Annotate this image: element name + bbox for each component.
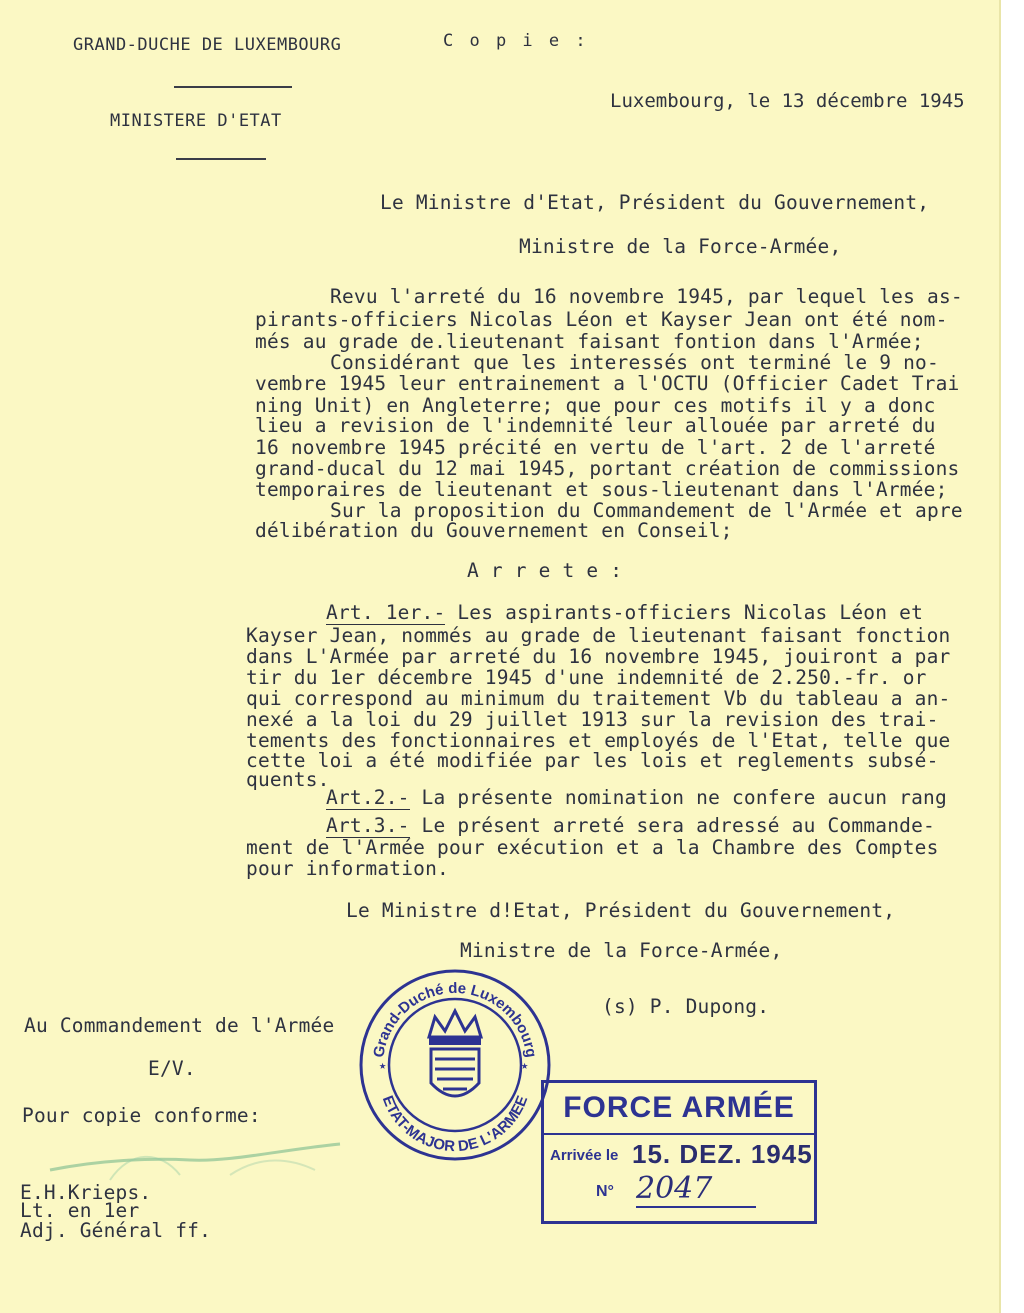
article-1-line: quents. xyxy=(246,768,330,791)
preamble-line: pirants-officiers Nicolas Léon et Kayser Jean ont été nom- xyxy=(255,308,948,331)
article-1 xyxy=(326,602,923,624)
article-3-line: ment de l'Armée pour exécution et a la Chambre des Comptes xyxy=(246,836,939,859)
article-1-line: nexé a la loi du 29 juillet 1913 sur la revision des trai- xyxy=(246,708,939,731)
coat-of-arms-icon xyxy=(431,1049,479,1096)
article-2-label: Art.2.- xyxy=(326,786,410,809)
receipt-stamp-title: FORCE ARMÉE xyxy=(563,1091,795,1124)
signature-line-2: Ministre de la Force-Armée, xyxy=(460,939,783,962)
article-1-label: Art. 1er.- xyxy=(326,601,446,624)
article-3-line: pour information. xyxy=(246,857,449,880)
certification-rank: Lt. en 1er xyxy=(20,1199,140,1222)
article-1-line: Les aspirants-officiers Nicolas Léon et xyxy=(445,601,924,624)
receipt-stamp xyxy=(541,1080,817,1224)
round-stamp xyxy=(355,965,555,1165)
round-stamp-bottom-text: ETAT-MAJOR DE L'ARMEE xyxy=(378,1093,532,1156)
article-1-line: qui correspond au minimum du traitement Vb du tableau a an- xyxy=(246,687,951,710)
round-stamp-top-text: Grand-Duché de Luxembourg xyxy=(370,979,540,1059)
header-ministry: MINISTERE D'ETAT xyxy=(110,111,282,131)
signature-line-1: Le Ministre d!Etat, Président du Gouvernement, xyxy=(346,899,896,922)
preamble-line: 16 novembre 1945 précité en vertu de l'art. 2 de l'arreté xyxy=(255,436,936,459)
signature-signer: (s) P. Dupong. xyxy=(602,995,770,1018)
preamble-line: vembre 1945 leur entrainement a l'OCTU (Officier Cadet Trai xyxy=(255,372,960,395)
star-icon: ★ xyxy=(521,1058,529,1072)
preamble-line: Revu l'arreté du 16 novembre 1945, par lequel les as- xyxy=(330,285,963,308)
article-3 xyxy=(326,815,935,837)
article-1-line: dans L'Armée par arreté du 16 novembre 1945, jouiront a par xyxy=(246,645,951,668)
receipt-number-label: N° xyxy=(596,1183,614,1200)
header-copy-label: C o p i e : xyxy=(443,31,589,51)
star-icon: ★ xyxy=(379,1058,387,1072)
article-1-line: Kayser Jean, nommés au grade de lieutenant faisant fonction xyxy=(246,624,951,647)
preamble-line: lieu a revision de l'indemnité leur allouée par arreté du xyxy=(255,414,936,437)
receipt-arrived-label: Arrivée le xyxy=(550,1147,619,1164)
green-handwritten-mark xyxy=(40,1130,360,1190)
receipt-number-value: 2047 xyxy=(636,1171,756,1208)
preamble-line: Considérant que les interessés ont terminé le 9 no- xyxy=(330,351,939,374)
header-place-date: Luxembourg, le 13 décembre 1945 xyxy=(610,90,965,112)
header-rule-top xyxy=(174,86,292,88)
receipt-stamp-divider xyxy=(544,1133,814,1135)
receipt-arrived-date: 15. DEZ. 1945 xyxy=(632,1139,813,1169)
article-1-line: cette loi a été modifiée par les lois et reglements subsé- xyxy=(246,749,939,772)
certification-label: Pour copie conforme: xyxy=(22,1104,261,1127)
header-country: GRAND-DUCHE DE LUXEMBOURG xyxy=(73,35,342,55)
preamble-line: ning Unit) en Angleterre; que pour ces motifs il y a donc xyxy=(255,394,936,417)
article-3-line: Le présent arreté sera adressé au Commande- xyxy=(409,814,935,837)
article-1-line: tements des fonctionnaires et employés de l'Etat, telle que xyxy=(246,729,951,752)
authority-line-2: Ministre de la Force-Armée, xyxy=(519,235,842,258)
article-2-text: La présente nomination ne confere aucun rang xyxy=(409,786,947,809)
preamble-line: délibération du Gouvernement en Conseil; xyxy=(255,519,733,542)
header-rule-bottom xyxy=(176,158,266,160)
certification-function: Adj. Général ff. xyxy=(20,1219,212,1242)
article-3-label: Art.3.- xyxy=(326,814,410,837)
recipient-line-1: Au Commandement de l'Armée xyxy=(24,1014,335,1037)
preamble-line: temporaires de lieutenant et sous-lieutenant dans l'Armée; xyxy=(255,478,948,501)
article-1-line: tir du 1er décembre 1945 d'une indemnité de 2.250.-fr. or xyxy=(246,666,927,689)
preamble-line: Sur la proposition du Commandement de l'Armée et apre xyxy=(330,499,963,522)
article-2 xyxy=(326,787,947,809)
preamble-line: més au grade de.lieutenant faisant fontion dans l'Armée; xyxy=(255,330,924,353)
crown-icon xyxy=(429,1011,481,1045)
authority-line-1: Le Ministre d'Etat, Président du Gouvernement, xyxy=(380,191,930,214)
certification-name: E.H.Krieps. xyxy=(20,1181,152,1204)
preamble-line: grand-ducal du 12 mai 1945, portant création de commissions xyxy=(255,457,960,480)
recipient-line-2: E/V. xyxy=(148,1057,196,1080)
decree-title: A r r e t e : xyxy=(467,559,623,582)
